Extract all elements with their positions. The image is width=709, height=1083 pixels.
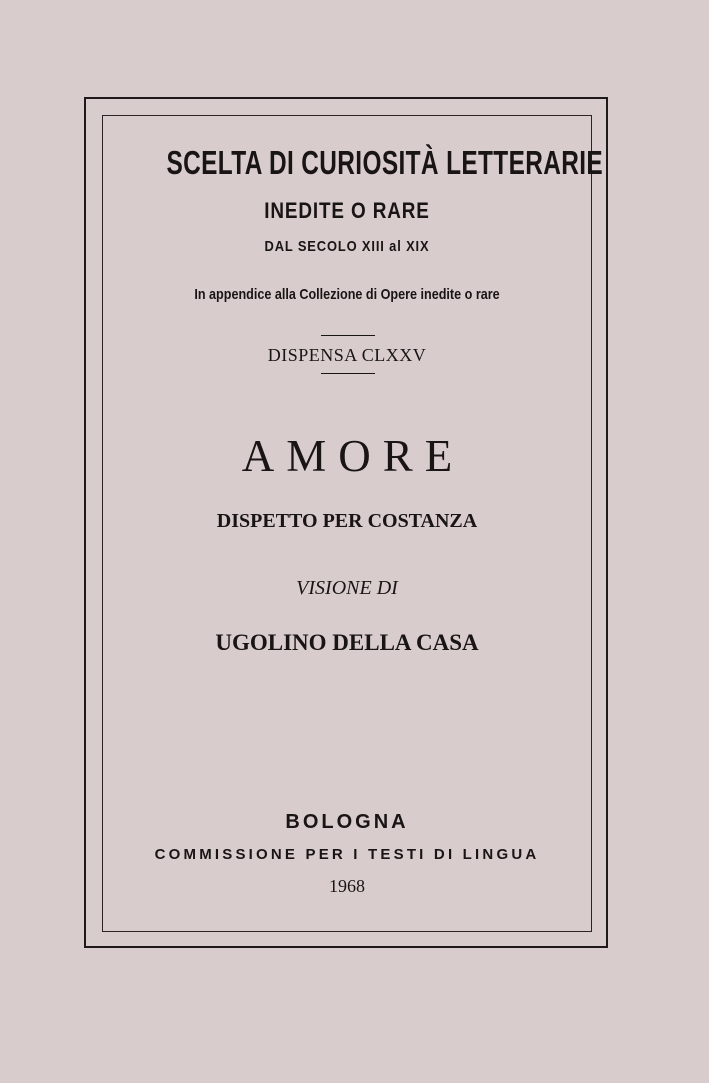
series-subtitle: INEDITE O RARE xyxy=(264,198,430,223)
author-name: UGOLINO DELLA CASA xyxy=(215,630,479,655)
work-subtitle: DISPETTO PER COSTANZA xyxy=(216,510,478,532)
issue-number: DISPENSA CLXXV xyxy=(267,345,427,365)
divider-rule-top xyxy=(321,335,375,336)
attribution-prefix: VISIONE DI xyxy=(296,577,398,599)
series-title: SCELTA DI CURIOSITÀ LETTERARIE xyxy=(166,144,604,181)
series-appendix-note: In appendice alla Collezione di Opere inedite o rare xyxy=(194,286,500,303)
title-page xyxy=(103,116,604,931)
imprint-publisher: COMMISSIONE PER I TESTI DI LINGUA xyxy=(154,846,540,863)
imprint-city: BOLOGNA xyxy=(285,811,409,833)
series-period: DAL SECOLO XIII al XIX xyxy=(264,238,430,255)
imprint-year: 1968 xyxy=(329,876,365,896)
work-title: AMORE xyxy=(241,431,465,481)
divider-rule-bottom xyxy=(321,373,375,374)
